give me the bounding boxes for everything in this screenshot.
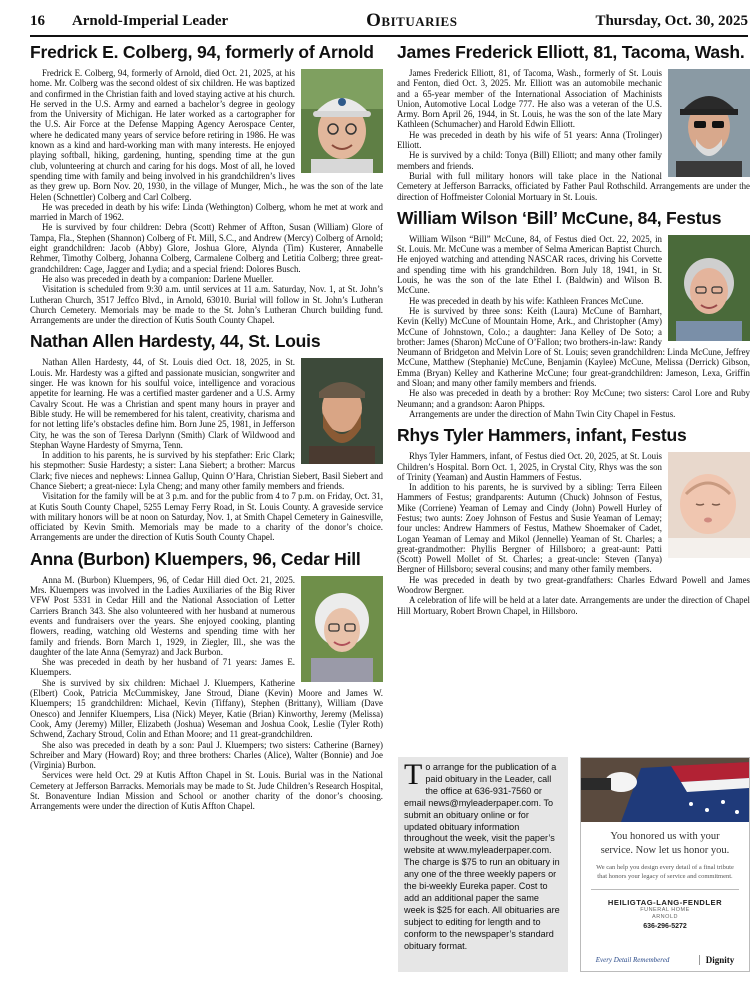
obituary-hardesty — [30, 331, 383, 542]
paragraph: James Frederick Elliott, 81, of Tacoma, Wash., formerly of St. Louis and Fenton, died Oct. 3, 2025. Mr. Elliott was an automobile mechanic and a 65-year member of the International Association of Machinists Union, Automotive Local Lodge 777. He also was a veteran of the U.S. Army. Born April 26, 1944, in St. Louis, he was the son of the late Mary Kathleen (Schumacher) and Harold Edwin Elliott. — [397, 68, 662, 130]
funeral-home-location: ARNOLD — [652, 914, 678, 920]
paragraph: He also was preceded in death by a companion: Darlene Mueller. — [42, 273, 274, 284]
paragraph: He was preceded in death by his wife of 51 years: Anna (Trolinger) Elliott. — [397, 129, 662, 151]
obituary-body — [30, 357, 383, 542]
portrait-photo-mccune — [668, 235, 750, 341]
paragraph: He was preceded in death by his wife: Linda (Wethington) Colberg, whom he met at work and married in March of 1962. — [30, 201, 383, 223]
left-column — [30, 40, 383, 818]
paragraph: She also was preceded in death by a son: Paul J. Kluempers; two sisters: Catherine (Barney) Schreiber and Mary (Howard) Roy; and three brothers: Charles (Alice), Walter (Bonnie) and Joe (Virginia) Burbon. — [30, 739, 383, 771]
paragraph: Services were held Oct. 29 at Kutis Affton Chapel in St. Louis. Burial was in the National Cemetery at Jefferson Barracks. Memorials may be made to St. Jude Children’s Research Hospital, St. Bonaventure Indian Mission and School or another charity of the donor’s choosing. Arrangements were under the direction of Kutis Affton Chapel. — [30, 770, 383, 812]
portrait-photo-elliott — [668, 69, 750, 177]
paragraph: She is survived by six children: Michael J. Kluempers, Katherine (Elbert) Cook, Patricia McCummiskey, Jane Stroud, Diane (Kevin) Moore and James W. Kluempers; 15 grandchildren: Michael, Kevin (Tiffany), Stephen (Brittany), William (Dave Onesco) and Jennifer Kluempers, Lisa (Nick) Meyer, Katie (Brian) Kinworthy, Jeremy (Melissa) Cook, Amy (Jeremy) Miller, Elizabeth (Joshua) Weseman and Joshua Cook, Leslie (Tyler Roth) Schwend, Zachary Stroud, Colin and Ethan Moore; and 11 great-grandchildren. — [30, 677, 383, 740]
paragraph: Visitation for the family will be at 3 p.m. and for the public from 4 to 7 p.m. on Friday, Oct. 31, at Kutis South County Chapel, 5255 Lemay Ferry Road, in St. Louis County. A graveside service with military honors will be at noon on Saturday, Nov. 1, at Smith Chapel Cemetery in Gainesville, officiated by Kevin Smith. Memorials may be made to a charity of the donor’s choice. Arrangements are under the direction of Kutis South County Chapel. — [30, 491, 383, 543]
funeral-home-name: HEILIGTAG-LANG-FENDLER — [607, 898, 723, 907]
paragraph: Anna M. (Burbon) Kluempers, 96, of Cedar Hill died Oct. 21, 2025. Mrs. Kluempers was involved in the Ladies Auxiliaries of the Big River VFW Post 5331 in Cedar Hill and the National Association of Letter Carriers Branch 343. She also volunteered with her husband at numerous events and fundraisers over the years. She enjoyed cooking, planting flowers, reading, watching old Westerns and spending time with her family and friends. Born March 1, 1929, in Ziegler, Ill., she was the daughter of the late Anna (Semyraz) and Jack Burbon. — [30, 574, 295, 657]
portrait-photo-hammers — [668, 452, 750, 558]
ad-footer — [581, 955, 749, 965]
obituary-hammers — [397, 425, 750, 616]
flag-salute-photo — [581, 758, 749, 822]
page-number: 16 — [30, 12, 45, 29]
issue-date: Thursday, Oct. 30, 2025 — [595, 12, 748, 29]
paragraph: He is survived by three sons: Keith (Laura) McCune of Barnhart, Kevin (Kelly) McCune of Mountain Home, Ark., and Christopher (Amy) McCune of Johnstown, Colo.; a daughter: Jana Kelley of De Soto; a brother: James (Sharon) McCune of O’Fallon; two brothers-in-law: Randy Neumann of Bridgeton and Melvin Lore of St. Louis; seven grandchildren: Linda McCune, Jeffrey McCune, Matthew (Stephanie) McCune, Benjamin (Kaylee) McCune, Melissa (Derrick) Gibson, Emma (Bryan) Kelley and Katherine McCune; four great-grandchildren: Jameson, Lexa, Griffin and Sloan; and many other family members and friends. — [397, 305, 750, 389]
paragraph: In addition to his parents, he is survived by his stepfather: Eric Clark; his stepmother: Susie Hardesty; a sister: Lana Siebert; a brother: Marcus Clark; five nieces and nephews: Linnea Gallup, Quinn O’Hara, Christian Siebert, Basil Siebert and Chance Siebert; a great-niece: Lyla Cheng; and many other family members and friends. — [30, 450, 383, 491]
obituary-headline: James Frederick Elliott, 81, Tacoma, Wash. — [397, 42, 745, 62]
obituary-headline: Fredrick E. Colberg, 94, formerly of Arnold — [30, 42, 374, 62]
masthead — [30, 10, 748, 32]
obituary-mccune — [397, 208, 750, 419]
masthead-left — [30, 13, 228, 30]
dignity-logo: Dignity — [699, 955, 735, 965]
masthead-rule — [30, 35, 748, 37]
obituary-body — [30, 575, 383, 812]
paragraph: He is survived by four children: Debra (Scott) Rehmer of Affton, Susan (William) Glore of Tampa, Fla., Stephen (Shannon) Colberg of Ft. Mill, S.C., and Andrew (Mercy) Colberg of Arnold; eight grandchildren: Jacob (Abby) Glore, Joshua Glore, Alynda (Tim) Kusterer, Annabelle Rehmer, Timothy Colberg, Johanna Colberg, Carmalene Colberg and Letitia Colberg; three great-grandchildren: Cage, Jagger and Lydia; and a special friend: Dolores Busch. — [30, 222, 383, 274]
paragraph: William Wilson “Bill” McCune, 84, of Festus died Oct. 22, 2025, in St. Louis. Mr. McCune was a member of Selma American Baptist Church. He enjoyed watching and attending NASCAR races, driving his Corvette and spending time with his grandchildren. Born July 18, 1941, in St. Louis, he was the son of the late Ethel I. (Baldwin) and Wilson B. McCune. — [397, 233, 662, 296]
ad-tagline — [581, 830, 749, 858]
paragraph: He is survived by a child: Tonya (Bill) Elliott; and many other family members and friends. — [397, 150, 662, 171]
portrait-photo-kluempers — [301, 576, 383, 682]
paragraph: In addition to his parents, he is survived by a sibling: Terra Eileen Hammers of Festus; grandparents: Autumn (Chuck) Johnson of Festus, Mike (Corriene) Yeaman of Lemay and Cindy (John) Powell Hurley of Festus; two aunts: Zoey Johnson of Festus and Susie Yeaman of Lemay; four uncles: Andrew Hammers of Festus, Mathew Shoemaker of Cadet, Logan Yeaman of Lemay and Mikol (Jennelle) Yeaman of St. Charles; a great-grandmother: Phyllis Bergner of Hillsboro; a great-aunt: Patti (Scott) Powell Mollet of St. Charles; a great-uncle: Steven (Tanya) Bergner of Hillsboro; several cousins; and many other family members. — [397, 482, 662, 575]
paragraph: Visitation is scheduled from 9:30 a.m. until services at 11 a.m. Saturday, Nov. 1, at St. John’s Lutheran Church, 3517 Jeffco Blvd., in Arnold, 63010. Burial will follow in St. John’s Lutheran Church Cemetery. Memorials may be made to the St. John’s Lutheran Church building fund. Arrangements are under the direction of Kutis South County Chapel. — [30, 284, 383, 326]
ad-description: We can help you design every detail of a final tribute that honors your legacy of service and commitment. — [596, 864, 734, 880]
obituary-body — [397, 234, 750, 419]
funeral-home-phone: 636-296-5272 — [643, 923, 687, 930]
obituary-headline: William Wilson ‘Bill’ McCune, 84, Festus — [397, 207, 722, 228]
paragraph: He was preceded in death by two great-grandfathers: Charles Edward Powell and James Woodrow Bergner. — [397, 574, 750, 596]
paragraph: He was preceded in death by his wife: Kathleen Frances McCune. — [409, 295, 644, 306]
ad-tagline-line-1: You honored us with your — [610, 831, 720, 842]
right-column — [397, 40, 750, 622]
obituary-kluempers — [30, 549, 383, 812]
ad-slogan: Every Detail Remembered — [595, 956, 670, 964]
section-title: Obituaries — [366, 10, 458, 31]
ad-tagline-line-2: service. Now let us honor you. — [600, 845, 730, 856]
obituary-colberg — [30, 42, 383, 325]
obituary-elliott — [397, 42, 750, 202]
portrait-photo-hardesty — [301, 358, 383, 464]
obituary-headline: Rhys Tyler Hammers, infant, Festus — [397, 425, 687, 446]
notice-text: o arrange for the publication of a paid obituary in the Leader, call the office at 636-931-7560 or email news@myleaderpaper.com. To submit an obituary online or for updated obituary information throughout the week, visit the paper’s website at www.myleaderpaper.com. The charge is $75 to run an obituary in any one of the three weekly papers or the bi-weekly Eureka paper. Cost to add an additional paper the same week is $25 for each. All obituaries are subject to editing for length and to conform to the newspaper’s standard obituary format. — [404, 762, 560, 951]
paragraph: Fredrick E. Colberg, 94, formerly of Arnold, died Oct. 21, 2025, at his home. Mr. Colberg was the second oldest of six children. He was baptized and confirmed in the Christian faith and loved staying active at his church. He served in the U.S. Army and earned a bachelor’s degree in geology from the University of Michigan. He later worked as a cartographer for the U.S. Air Force at the Defense Mapping Agency Aerospace Center, where he dedicated many years of service before retiring in 1986. He was known as a kind and hard-working man with many interests. He enjoyed playing softball, hiking, gardening, hunting, spending time at the gun club, volunteering at church and caring for his dogs. Most of all, he loved spending time with family and being involved in his grandchildren’s lives as they grew up. Born Nov. 20, 1930, in the village of Munger, Mich., he was the son of the late Helen (Schnettler) Colberg and Carl Colberg. — [30, 68, 383, 202]
obituary-body — [397, 451, 750, 616]
paragraph: A celebration of life will be held at a later date. Arrangements are under the direction of Chapel Hill Mortuary, Robert Brown Chapel, in Hillsboro. — [397, 595, 750, 616]
drop-cap: T — [404, 758, 423, 791]
funeral-home-subtitle: FUNERAL HOME — [640, 907, 690, 913]
obituary-headline: Nathan Allen Hardesty, 44, St. Louis — [30, 331, 321, 352]
obituary-headline: Anna (Burbon) Kluempers, 96, Cedar Hill — [30, 548, 361, 569]
obituary-body — [30, 68, 383, 325]
paragraph: Burial with full military honors will take place in the National Cemetery at Jefferson Barracks, officiated by Father Paul Rothschild. Arrangements are under the direction of Hoffmeister Colonial Mortuary in St. Louis. — [397, 170, 750, 202]
obituary-body — [397, 68, 750, 202]
paragraph: Nathan Allen Hardesty, 44, of St. Louis died Oct. 18, 2025, in St. Louis. Mr. Hardesty was a gifted and passionate musician, songwriter and singer. He was known for his soulful voice, intelligence and voracious appetite for learning. He was a certified master gardener and a U.S. Army Cavalry Scout. He was a Christian and spent many hours in prayer and Bible study. He will be remembered for his talent, creativity, charisma and for not letting life’s obstacles define him. Born June 25, 1981, in Jefferson City, he was the son of Teresa Darlynn (Smith) Clark of Wildwood and Stephan Wayne Hardesty of Smyrna, Tenn. — [30, 357, 295, 450]
portrait-photo-colberg — [301, 69, 383, 173]
ad-divider — [591, 889, 739, 890]
funeral-home-advertisement — [580, 757, 750, 972]
paragraph: Rhys Tyler Hammers, infant, of Festus died Oct. 20, 2025, at St. Louis Children’s Hospital. Born Oct. 1, 2025, in Crystal City, Rhys was the son of Trinity (Yeaman) and Austin Hammers of Festus. — [397, 451, 662, 482]
paper-name: Arnold-Imperial Leader — [71, 12, 229, 29]
paragraph: She was preceded in death by her husband of 71 years: James E. Kluempers. — [30, 657, 295, 678]
obituary-submission-notice — [398, 757, 568, 972]
paragraph: Arrangements are under the direction of Mahn Twin City Chapel in Festus. — [409, 408, 676, 419]
paragraph: He also was preceded in death by a brother: Roy McCune; two sisters: Carol Lore and Ruby Neumann; and a grandson: Aaron Phipps. — [397, 388, 750, 409]
